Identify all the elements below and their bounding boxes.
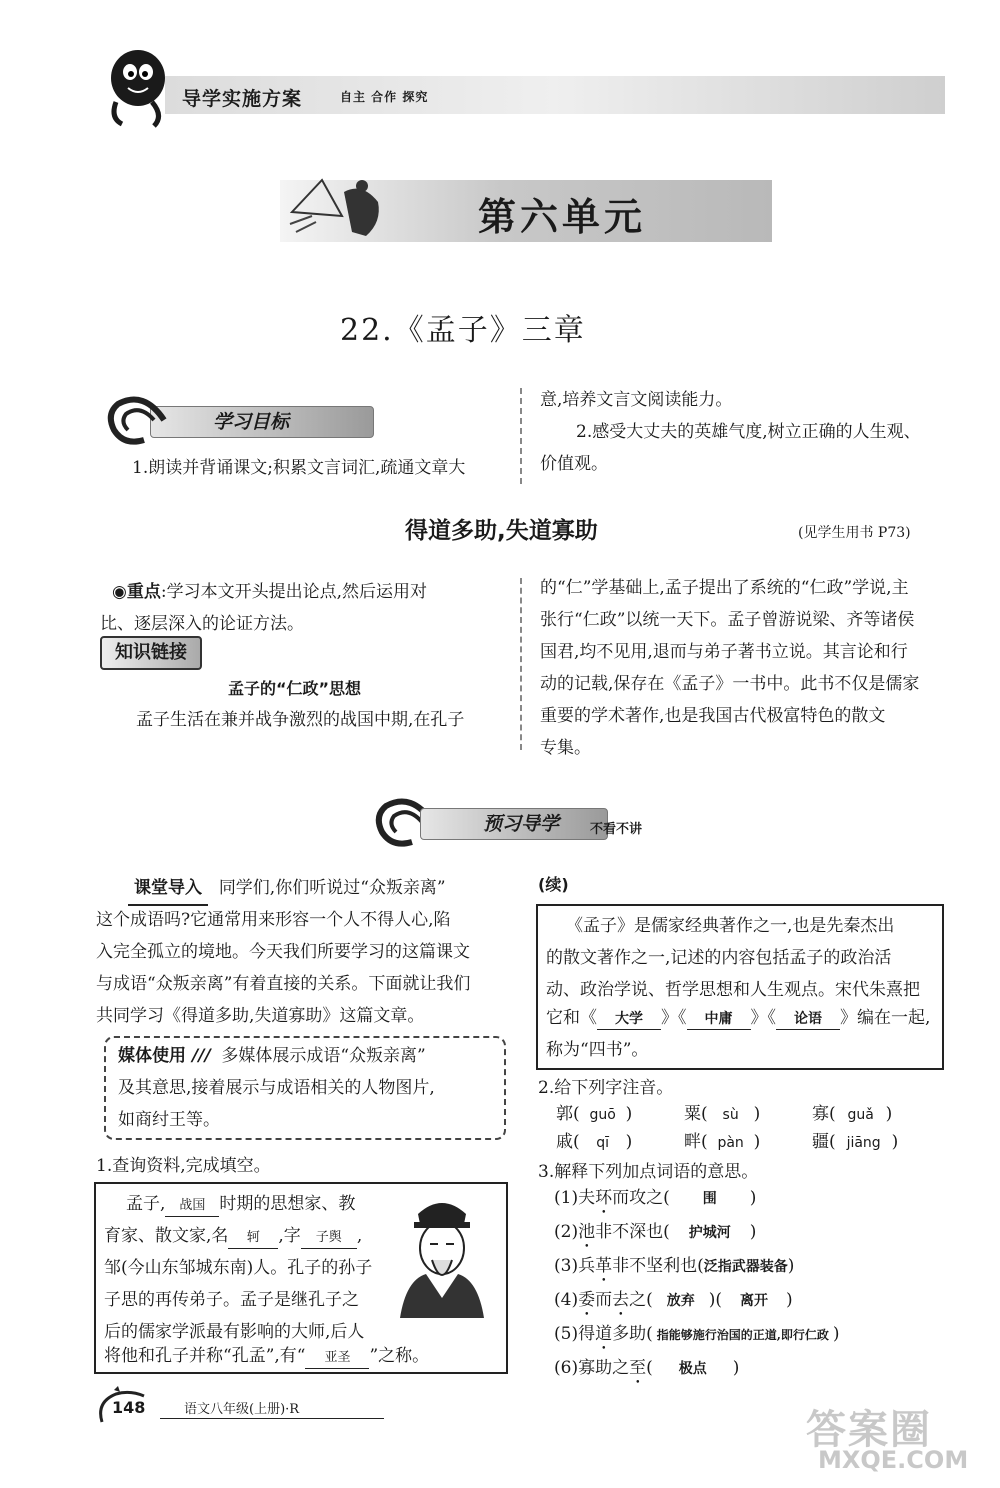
q3-answer: 围 bbox=[702, 1191, 717, 1207]
q3-answer: 离开 bbox=[740, 1293, 768, 1309]
cont-text: 它和《 bbox=[546, 1008, 597, 1028]
q1-line-3: 邹(今山东邹城东南)人。孔子的孙子 bbox=[104, 1258, 373, 1278]
q2-end: ) bbox=[753, 1104, 761, 1124]
q2-pinyin: sù bbox=[722, 1107, 739, 1123]
q1-line-2 bbox=[104, 1220, 362, 1252]
knowledge-line: 的“仁”学基础上,孟子提出了系统的“仁政”学说,主 bbox=[540, 578, 909, 598]
q3-answer: 护城河 bbox=[688, 1225, 731, 1241]
cont-line-4 bbox=[546, 1002, 930, 1034]
intro-label: 课堂导入 bbox=[128, 872, 208, 906]
q3-end: ) bbox=[786, 1290, 793, 1310]
preview-note: 不看不讲 bbox=[590, 822, 643, 837]
q3-text: (1)夫 bbox=[554, 1188, 596, 1208]
q3-item bbox=[554, 1252, 974, 1286]
knowledge-tag: 知识链接 bbox=[100, 636, 202, 670]
q3-text: 之( bbox=[629, 1290, 653, 1310]
q1-line-4: 子思的再传弟子。孟子是继孔子之 bbox=[104, 1290, 359, 1310]
cont-line-5: 称为“四书”。 bbox=[546, 1040, 649, 1060]
q3-dotted-char: 革 bbox=[595, 1256, 613, 1276]
q3-text: (3)兵 bbox=[554, 1256, 596, 1276]
keypoint-label: ◉重点 bbox=[112, 582, 161, 602]
q2-char: 寡( bbox=[812, 1104, 836, 1124]
knowledge-line: 专集。 bbox=[540, 738, 591, 758]
media-label: 媒体使用 bbox=[118, 1046, 186, 1066]
q2-item bbox=[556, 1126, 632, 1159]
q1-text: 将他和孔子并称“孔孟”,有“ bbox=[104, 1346, 306, 1366]
cont-line-1: 《孟子》是儒家经典著作之一,也是先秦杰出 bbox=[566, 916, 895, 936]
knowledge-line: 动的记载,保存在《孟子》一书中。此书不仅是儒家 bbox=[540, 674, 920, 694]
section-title: 得道多助,失道寡助 bbox=[405, 518, 598, 544]
calligraphy-figure-icon bbox=[282, 172, 392, 242]
q3-text: 而攻之( bbox=[612, 1188, 670, 1208]
q3-item bbox=[554, 1184, 974, 1218]
q3-answer: 指能够施行治国的正道,即行仁政 bbox=[656, 1328, 829, 1342]
intro-line: 入完全孤立的境地。今天我们所要学习的这篇课文 bbox=[96, 942, 470, 962]
q2-char: 疆( bbox=[812, 1132, 836, 1152]
keypoint-line-1 bbox=[112, 576, 427, 608]
knowledge-line: 国君,均不见用,退而与弟子著书立说。其言论和行 bbox=[540, 642, 908, 662]
footer-book-title: 语文八年级(上册)·R bbox=[184, 1402, 300, 1417]
keypoint-line-2: 比、逐层深入的论证方法。 bbox=[100, 614, 304, 634]
q2-item bbox=[812, 1126, 898, 1159]
q3-list bbox=[554, 1184, 974, 1388]
lesson-title: 22.《孟子》三章 bbox=[340, 313, 586, 348]
q2-pinyin: guǎ bbox=[847, 1107, 874, 1123]
q2-char: 粟( bbox=[684, 1104, 708, 1124]
q1-line-1 bbox=[126, 1188, 355, 1220]
intro-body bbox=[96, 904, 516, 1032]
footer-rule bbox=[160, 1418, 384, 1419]
page-number: 148 bbox=[112, 1398, 146, 1417]
goal-1-text: 1.朗读并背诵课文;积累文言词汇,疏通文章大 bbox=[132, 458, 466, 478]
q1-text: 育家、散文家,名 bbox=[104, 1226, 229, 1246]
intro-line: 与成语“众叛亲离”有着直接的关系。下面就让我们 bbox=[96, 974, 471, 994]
mascot-logo-icon bbox=[102, 42, 172, 130]
media-line-3: 如商纣王等。 bbox=[118, 1110, 220, 1130]
watermark-logo: 答案圈 bbox=[806, 1407, 932, 1453]
cont-text: 》《 bbox=[750, 1008, 776, 1028]
q3-answer: 泛指武器装备 bbox=[703, 1259, 788, 1275]
q3-text: 而 bbox=[595, 1290, 613, 1310]
q1-text: , bbox=[356, 1226, 363, 1246]
preview-badge-label: 预习导学 bbox=[483, 813, 560, 835]
q1-line-6 bbox=[104, 1340, 429, 1372]
q2-prompt: 2.给下列字注音。 bbox=[538, 1078, 674, 1098]
q3-text: (6)寡助之 bbox=[554, 1358, 630, 1378]
q3-end: ) bbox=[749, 1188, 757, 1208]
knowledge-right-text bbox=[540, 572, 950, 764]
q3-dotted-char: 至 bbox=[629, 1358, 647, 1378]
q2-char: 郭( bbox=[556, 1104, 580, 1124]
q3-end: ) bbox=[787, 1256, 795, 1276]
section-reference: (见学生用书 P73) bbox=[798, 525, 911, 541]
media-line-2: 及其意思,接着展示与成语相关的人物图片, bbox=[118, 1078, 435, 1098]
q3-text: 非不坚利也( bbox=[612, 1256, 704, 1276]
q2-end: ) bbox=[625, 1132, 633, 1152]
q1-text: 时期的思想家、教 bbox=[219, 1194, 356, 1214]
mencius-portrait-icon bbox=[392, 1194, 492, 1318]
q3-dotted-char: 道 bbox=[595, 1324, 613, 1344]
q3-text: ( bbox=[646, 1358, 653, 1378]
watermark-url: MXQE.COM bbox=[818, 1446, 969, 1474]
q1-answer-era: 战国 bbox=[165, 1196, 219, 1217]
q1-answer-name: 轲 bbox=[228, 1228, 278, 1249]
q3-prompt: 3.解释下列加点词语的意思。 bbox=[538, 1162, 759, 1182]
goals-badge bbox=[150, 406, 374, 438]
q3-item bbox=[554, 1320, 974, 1354]
intro-text: 同学们,你们听说过“众叛亲离” bbox=[218, 878, 446, 898]
intro-line: 这个成语吗?它通常用来形容一个人不得人心,陷 bbox=[96, 910, 451, 930]
goal-2-text: 2.感受大丈夫的英雄气度,树立正确的人生观、 bbox=[576, 422, 921, 442]
q3-end: ) bbox=[832, 1324, 840, 1344]
q2-end: ) bbox=[753, 1132, 761, 1152]
q2-char: 戚( bbox=[556, 1132, 580, 1152]
q3-dotted-char: 去 bbox=[612, 1290, 630, 1310]
cont-answer-1: 大学 bbox=[597, 1009, 661, 1030]
q3-end: ) bbox=[732, 1358, 740, 1378]
q1-line-5: 后的儒家学派最有影响的大师,后人 bbox=[104, 1322, 365, 1342]
header-subtitle: 自主 合作 探究 bbox=[340, 90, 429, 104]
media-line-1: 媒体使用 /// 多媒体展示成语“众叛亲离” bbox=[118, 1040, 426, 1072]
q3-item bbox=[554, 1218, 974, 1252]
cont-answer-2: 中庸 bbox=[687, 1009, 751, 1030]
preview-badge bbox=[420, 808, 608, 840]
q3-answer: 极点 bbox=[678, 1361, 707, 1377]
q2-end: ) bbox=[891, 1132, 899, 1152]
knowledge-heading: 孟子的“仁政”思想 bbox=[228, 679, 362, 698]
column-divider bbox=[520, 388, 522, 484]
q3-item bbox=[554, 1354, 974, 1388]
q2-pinyin: jiāng bbox=[846, 1135, 881, 1151]
q3-answer: 放弃 bbox=[666, 1293, 695, 1309]
media-text: 多媒体展示成语“众叛亲离” bbox=[221, 1046, 426, 1066]
cont-line-2: 的散文著作之一,记述的内容包括孟子的政治活 bbox=[546, 948, 892, 968]
q3-end: ) bbox=[749, 1222, 757, 1242]
q3-dotted-char: 委 bbox=[578, 1290, 596, 1310]
q3-text: 多助( bbox=[612, 1324, 653, 1344]
q3-text: )( bbox=[708, 1290, 722, 1310]
unit-title: 第六单元 bbox=[478, 194, 647, 239]
knowledge-left-text: 孟子生活在兼并战争激烈的战国中期,在孔子 bbox=[136, 710, 465, 730]
q2-pinyin: guō bbox=[589, 1107, 616, 1123]
cont-text: 》编在一起, bbox=[840, 1008, 931, 1028]
q1-text: ,字 bbox=[278, 1226, 301, 1246]
q1-prompt: 1.查询资料,完成填空。 bbox=[96, 1156, 271, 1176]
keypoint-text: :学习本文开头提出论点,然后运用对 bbox=[160, 582, 427, 602]
q1-text: ”之称。 bbox=[369, 1346, 430, 1366]
cont-answer-3: 论语 bbox=[776, 1009, 840, 1030]
goal-1-continued: 意,培养文言文阅读能力。 bbox=[540, 390, 733, 410]
intro-line: 共同学习《得道多助,失道寡助》这篇文章。 bbox=[96, 1006, 425, 1026]
q2-item bbox=[684, 1126, 760, 1159]
q2-pinyin: pàn bbox=[717, 1135, 744, 1151]
intro-line-1 bbox=[128, 872, 446, 906]
cont-line-3: 动、政治学说、哲学思想和人生观点。宋代朱熹把 bbox=[546, 980, 920, 1000]
q1-answer-zi: 子舆 bbox=[301, 1228, 357, 1249]
q3-text: (5)得 bbox=[554, 1324, 596, 1344]
q3-text: (2) bbox=[554, 1222, 579, 1242]
goal-2-continued: 价值观。 bbox=[540, 454, 608, 474]
knowledge-line: 重要的学术著作,也是我国古代极富特色的散文 bbox=[540, 706, 886, 726]
swirl-icon bbox=[104, 390, 176, 450]
cont-text: 》《 bbox=[661, 1008, 687, 1028]
q2-pinyin: qī bbox=[596, 1135, 610, 1151]
q3-text: 非不深也( bbox=[595, 1222, 670, 1242]
q2-end: ) bbox=[885, 1104, 893, 1124]
header-title: 导学实施方案 bbox=[182, 88, 303, 110]
q2-char: 畔( bbox=[684, 1132, 708, 1152]
continued-label: (续) bbox=[538, 875, 569, 894]
q3-text: (4) bbox=[554, 1290, 579, 1310]
column-divider-2 bbox=[520, 578, 522, 750]
q3-dotted-char: 池 bbox=[578, 1222, 596, 1242]
q3-item bbox=[554, 1286, 974, 1320]
q2-end: ) bbox=[625, 1104, 633, 1124]
knowledge-line: 张行“仁政”以统一天下。孟子曾游说梁、齐等诸侯 bbox=[540, 610, 915, 630]
q1-text: 孟子, bbox=[126, 1194, 166, 1214]
q3-dotted-char: 环 bbox=[595, 1188, 613, 1208]
q1-answer-title: 亚圣 bbox=[305, 1348, 369, 1369]
goals-badge-label: 学习目标 bbox=[213, 411, 290, 433]
